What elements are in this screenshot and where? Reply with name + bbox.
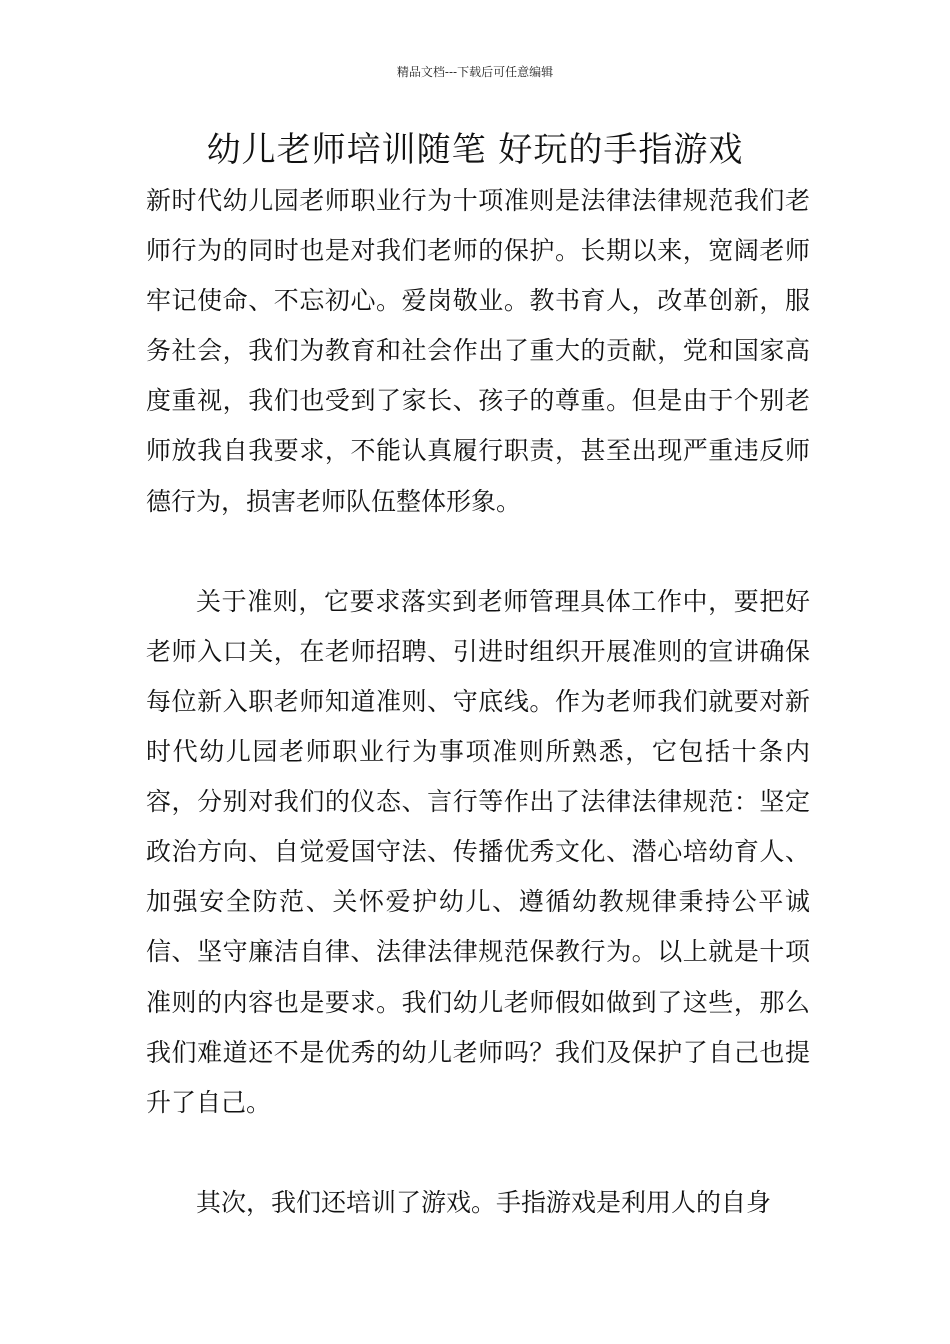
paragraph-3: 其次，我们还培训了游戏。手指游戏是利用人的自身 bbox=[196, 1187, 772, 1217]
paragraph-spacer bbox=[146, 527, 810, 577]
header-note: 精品文档---下载后可任意编辑 bbox=[396, 65, 554, 79]
document-title: 幼儿老师培训随笔 好玩的手指游戏 bbox=[206, 130, 744, 170]
paragraph-1: 新时代幼儿园老师职业行为十项准则是法律法律规范我们老师行为的同时也是对我们老师的保护。长期以来，宽阔老师牢记使命、不忘初心。爱岗敬业。教书育人，改革创新，服务社会，我们为教育和社会作出了重大的贡献，党和国家高度重视，我们也受到了家长、孩子的尊重。但是由于个别老师放我自我要求，不能认真履行职责，甚至出现严重违反师德行为，损害老师队伍整体形象。 bbox=[146, 186, 810, 516]
paragraph-spacer bbox=[146, 1128, 810, 1178]
document-body bbox=[146, 176, 810, 1228]
paragraph-2: 关于准则，它要求落实到老师管理具体工作中，要把好老师入口关，在老师招聘、引进时组织开展准则的宣讲确保每位新入职老师知道准则、守底线。作为老师我们就要对新时代幼儿园老师职业行为事项准则所熟悉，它包括十条内容，分别对我们的仪态、言行等作出了法律法律规范：坚定政治方向、自觉爱国守法、传播优秀文化、潜心培幼育人、加强安全防范、关怀爱护幼儿、遵循幼教规律秉持公平诚信、坚守廉洁自律、法律法律规范保教行为。以上就是十项准则的内容也是要求。我们幼儿老师假如做到了这些，那么我们难道还不是优秀的幼儿老师吗？我们及保护了自己也提升了自己。 bbox=[146, 586, 810, 1117]
